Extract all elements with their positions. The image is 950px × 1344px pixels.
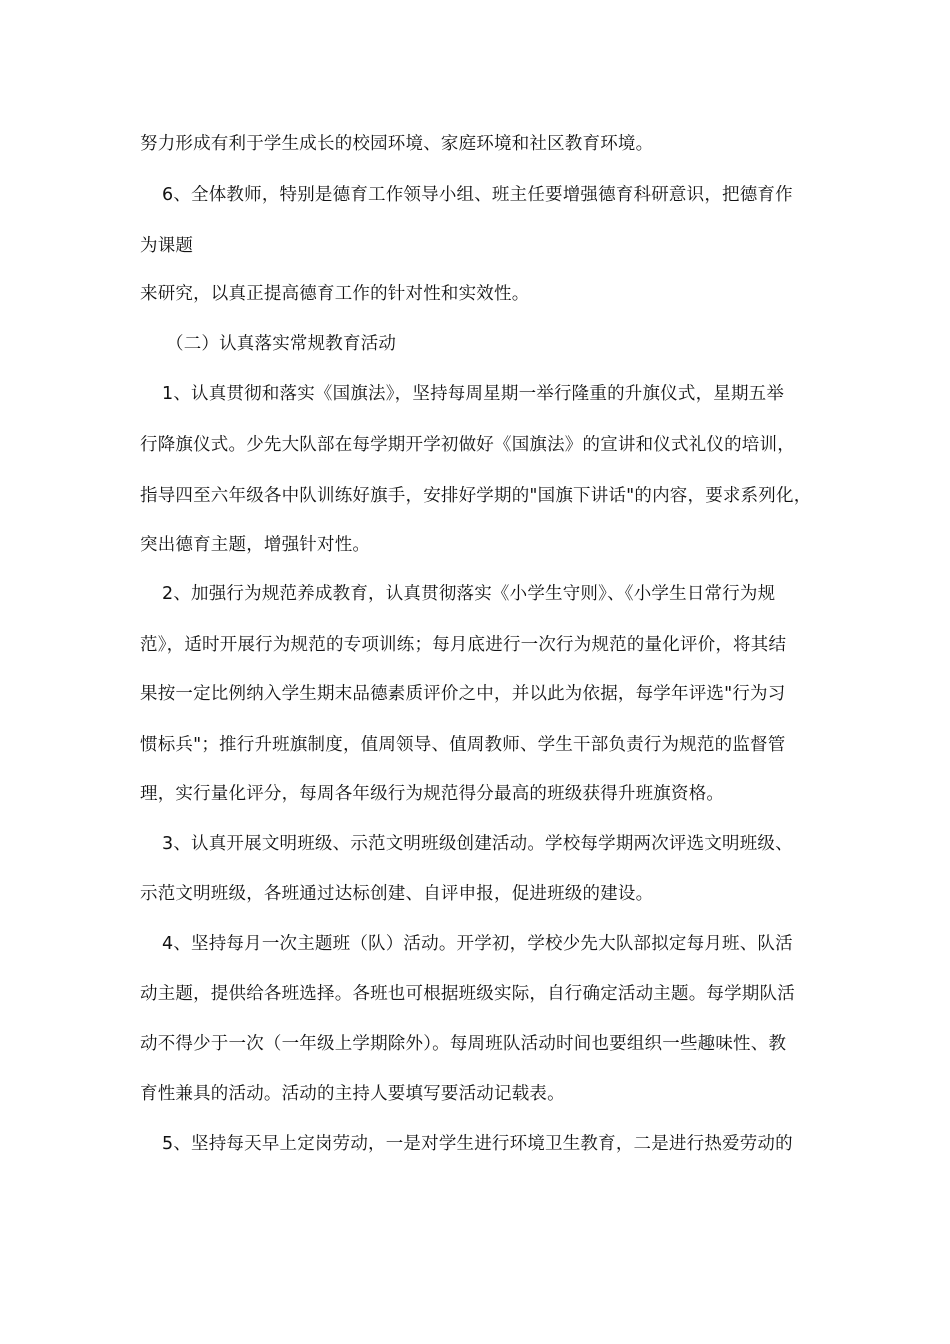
- text-line: 努力形成有利于学生成长的校园环境、家庭环境和社区教育环境。: [140, 134, 654, 154]
- text-line: 指导四至六年级各中队训练好旗手，安排好学期的"国旗下讲话"的内容，要求系列化，: [140, 486, 812, 506]
- paragraph-1-line: 1、认真贯彻和落实《国旗法》，坚持每周星期一举行隆重的升旗仪式，星期五举: [162, 384, 785, 404]
- text-line: 果按一定比例纳入学生期末品德素质评价之中，并以此为依据，每学年评选"行为习: [140, 684, 786, 704]
- text-line: 为课题: [140, 236, 194, 256]
- paragraph-3-line: 3、认真开展文明班级、示范文明班级创建活动。学校每学期两次评选文明班级、: [162, 834, 793, 854]
- text-line: 行降旗仪式。少先大队部在每学期开学初做好《国旗法》的宣讲和仪式礼仪的培训，: [140, 435, 795, 455]
- paragraph-2-line: 2、加强行为规范养成教育，认真贯彻落实《小学生守则》、《小学生日常行为规: [162, 584, 776, 604]
- section-heading: （二）认真落实常规教育活动: [166, 334, 397, 354]
- text-line: 育性兼具的活动。活动的主持人要填写要活动记载表。: [140, 1084, 565, 1104]
- text-line: 范》，适时开展行为规范的专项训练；每月底进行一次行为规范的量化评价，将其结: [140, 635, 787, 655]
- text-line: 突出德育主题，增强针对性。: [140, 535, 371, 555]
- text-line: 来研究，以真正提高德育工作的针对性和实效性。: [140, 284, 530, 304]
- text-line: 动不得少于一次（一年级上学期除外）。每周班队活动时间也要组织一些趣味性、教: [140, 1034, 787, 1054]
- paragraph-5-line: 5、坚持每天早上定岗劳动，一是对学生进行环境卫生教育，二是进行热爱劳动的: [162, 1134, 793, 1154]
- paragraph-4-line: 4、坚持每月一次主题班（队）活动。开学初，学校少先大队部拟定每月班、队活: [162, 934, 793, 954]
- text-line: 动主题，提供给各班选择。各班也可根据班级实际，自行确定活动主题。每学期队活: [140, 984, 795, 1004]
- text-line: 理，实行量化评分，每周各年级行为规范得分最高的班级获得升班旗资格。: [140, 784, 725, 804]
- paragraph-6-line: 6、全体教师，特别是德育工作领导小组、班主任要增强德育科研意识，把德育作: [162, 185, 793, 205]
- text-line: 示范文明班级，各班通过达标创建、自评申报，促进班级的建设。: [140, 884, 654, 904]
- text-line: 惯标兵"；推行升班旗制度，值周领导、值周教师、学生干部负责行为规范的监督管: [140, 735, 786, 755]
